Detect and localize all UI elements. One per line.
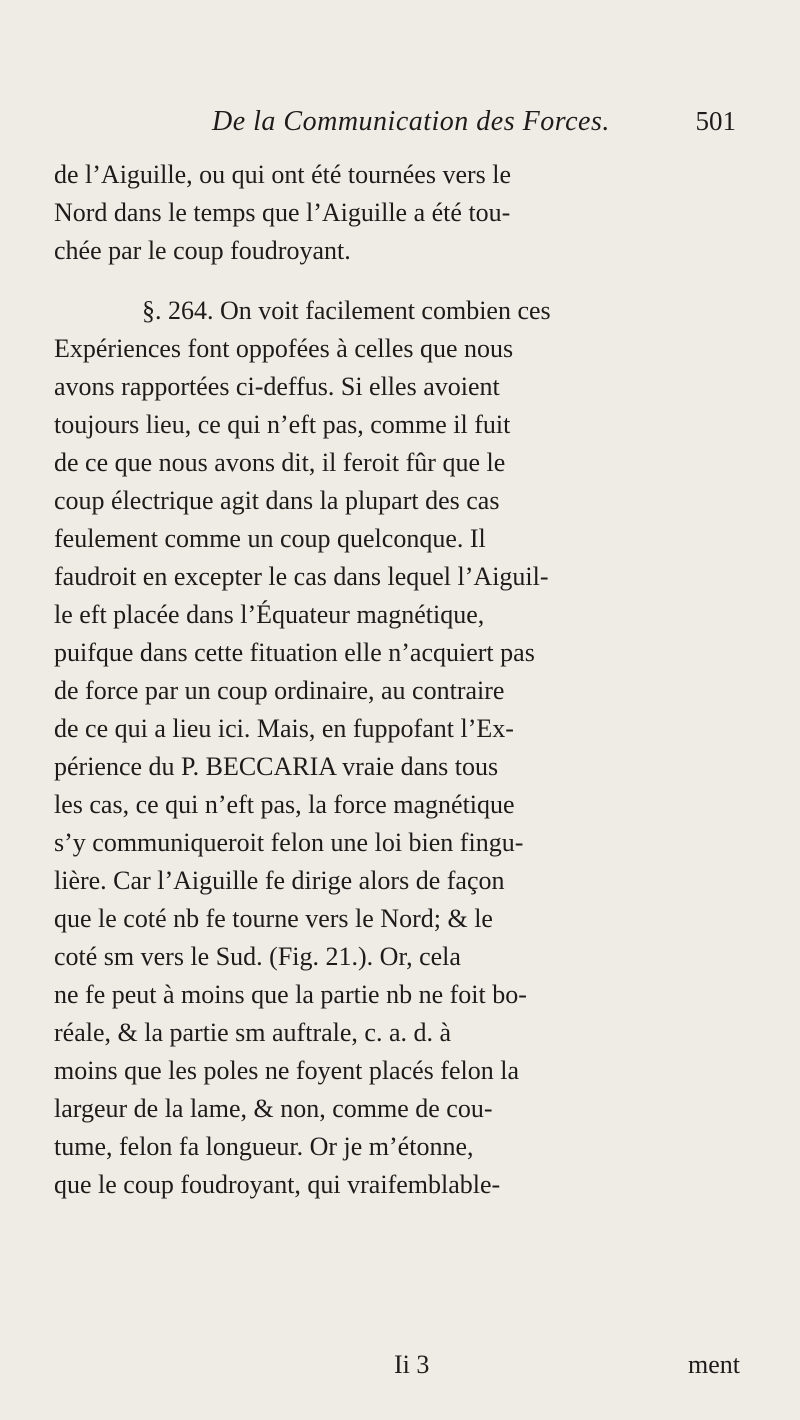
page-number: 501 [695,106,736,136]
text-line: faudroit en excepter le cas dans lequel l’Aiguil- [54,562,549,591]
text-line: chée par le coup foudroyant. [54,236,351,265]
text-line: réale, & la partie sm auftrale, c. a. d. à [54,1018,452,1047]
paragraph-start-line: §. 264. On voit facilement combien ces [142,296,551,325]
text-line: que le coup foudroyant, qui vraifemblable- [54,1170,501,1199]
page-header [96,106,736,146]
text-line: les cas, ce qui n’eft pas, la force magnétique [54,790,515,819]
text-line: moins que les poles ne foyent placés felon la [54,1056,519,1085]
text-line: coup électrique agit dans la plupart des cas [54,486,500,515]
text-line: avons rapportées ci-deffus. Si elles avoient [54,372,500,401]
text-line: Nord dans le temps que l’Aiguille a été tou- [54,198,511,227]
text-line: s’y communiqueroit felon une loi bien fingu- [54,828,524,857]
text-line: feulement comme un coup quelconque. Il [54,524,486,553]
text-line: de ce qui a lieu ici. Mais, en fuppofant l’Ex- [54,714,514,743]
catchword: ment [688,1350,740,1379]
text-line: lière. Car l’Aiguille fe dirige alors de façon [54,866,505,895]
text-line: de l’Aiguille, ou qui ont été tournées vers le [54,160,512,189]
text-line: largeur de la lame, & non, comme de cou- [54,1094,493,1123]
text-line: périence du P. BECCARIA vraie dans tous [54,752,499,781]
text-line: de ce que nous avons dit, il feroit fûr que le [54,448,506,477]
text-line: puifque dans cette fituation elle n’acquiert pas [54,638,535,667]
text-line: ne fe peut à moins que la partie nb ne foit bo- [54,980,527,1009]
running-title: De la Communication des Forces. [212,106,610,137]
text-line: Expériences font oppofées à celles que nous [54,334,514,363]
text-line: que le coté nb fe tourne vers le Nord; & le [54,904,493,933]
text-line: coté sm vers le Sud. (Fig. 21.). Or, cela [54,942,461,971]
text-line: toujours lieu, ce qui n’eft pas, comme il fuit [54,410,511,439]
signature-mark: Ii 3 [394,1350,430,1379]
page-footer [54,1350,744,1384]
text-line: de force par un coup ordinaire, au contraire [54,676,505,705]
text-line: tume, felon fa longueur. Or je m’étonne, [54,1132,474,1161]
text-line: le eft placée dans l’Équateur magnétique, [54,600,485,629]
